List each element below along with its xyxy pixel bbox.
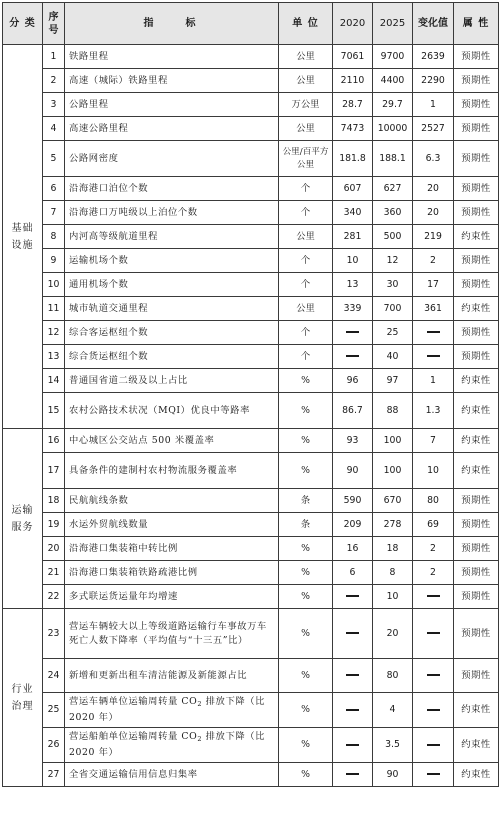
dash-mark: [427, 331, 440, 333]
value-2020: 86.7: [333, 393, 373, 429]
value-2025: 500: [373, 225, 413, 249]
value-2025: 100: [373, 429, 413, 453]
indicator-name: 综合货运枢纽个数: [65, 345, 279, 369]
row-index: 3: [43, 93, 65, 117]
change-value: 69: [413, 513, 454, 537]
change-value: [413, 345, 454, 369]
change-value: 1: [413, 93, 454, 117]
value-2025: 88: [373, 393, 413, 429]
indicator-name: 沿海港口泊位个数: [65, 177, 279, 201]
value-2020: 7061: [333, 45, 373, 69]
unit-cell: 公里: [279, 225, 333, 249]
unit-cell: %: [279, 763, 333, 787]
row-index: 22: [43, 585, 65, 609]
attribute-cell: 预期性: [454, 249, 499, 273]
value-2025: 670: [373, 489, 413, 513]
indicator-name-part: 排放下降（比 2020 年）: [69, 696, 266, 723]
indicator-name: 内河高等级航道里程: [65, 225, 279, 249]
value-2020: 28.7: [333, 93, 373, 117]
indicator-name: 普通国省道二级及以上占比: [65, 369, 279, 393]
attribute-cell: 预期性: [454, 273, 499, 297]
value-2020: 590: [333, 489, 373, 513]
attribute-cell: 预期性: [454, 141, 499, 177]
table-row: [3, 609, 499, 659]
value-2020: 7473: [333, 117, 373, 141]
value-2020: 340: [333, 201, 373, 225]
header-row: [3, 3, 499, 45]
dash-mark: [346, 773, 359, 775]
table-row: [3, 201, 499, 225]
dash-mark: [346, 709, 359, 711]
change-value: [413, 728, 454, 763]
value-2020: 13: [333, 273, 373, 297]
dash-mark: [427, 744, 440, 746]
change-value: 6.3: [413, 141, 454, 177]
indicator-name: 营运车辆较大以上等级道路运输行车事故万车死亡人数下降率（平均值与“十三五”比）: [65, 609, 279, 659]
unit-cell: %: [279, 429, 333, 453]
attribute-cell: 约束性: [454, 393, 499, 429]
unit-cell: %: [279, 585, 333, 609]
row-index: 27: [43, 763, 65, 787]
value-2020: [333, 659, 373, 693]
attribute-cell: 预期性: [454, 537, 499, 561]
attribute-cell: 预期性: [454, 201, 499, 225]
indicator-name: 农村公路技术状况（MQI）优良中等路率: [65, 393, 279, 429]
row-index: 12: [43, 321, 65, 345]
indicator-name-part: 营运车辆单位运输周转量 CO: [69, 696, 198, 707]
table-row: [3, 249, 499, 273]
indicator-name: 中心城区公交站点 500 米覆盖率: [65, 429, 279, 453]
table-row: [3, 429, 499, 453]
value-2025: 25: [373, 321, 413, 345]
unit-cell: %: [279, 659, 333, 693]
indicator-name: 新增和更新出租车清洁能源及新能源占比: [65, 659, 279, 693]
unit-cell: 条: [279, 489, 333, 513]
change-value: 10: [413, 453, 454, 489]
value-2025: 10000: [373, 117, 413, 141]
unit-cell: 个: [279, 177, 333, 201]
value-2020: 281: [333, 225, 373, 249]
row-index: 11: [43, 297, 65, 321]
value-2025: 100: [373, 453, 413, 489]
unit-cell: 个: [279, 201, 333, 225]
indicator-name: 城市轨道交通里程: [65, 297, 279, 321]
attribute-cell: 预期性: [454, 561, 499, 585]
unit-cell: %: [279, 728, 333, 763]
indicator-name: 水运外贸航线数量: [65, 513, 279, 537]
unit-cell: %: [279, 693, 333, 728]
indicator-name: 沿海港口集装箱铁路疏港比例: [65, 561, 279, 585]
unit-cell: %: [279, 393, 333, 429]
table-row: [3, 489, 499, 513]
value-2025: 40: [373, 345, 413, 369]
dash-mark: [427, 674, 440, 676]
value-2020: 607: [333, 177, 373, 201]
change-value: 20: [413, 201, 454, 225]
indicator-name: 多式联运货运量年均增速: [65, 585, 279, 609]
row-index: 17: [43, 453, 65, 489]
attribute-cell: 预期性: [454, 489, 499, 513]
table-row: [3, 393, 499, 429]
header-attribute: 属 性: [454, 3, 499, 45]
row-index: 8: [43, 225, 65, 249]
row-index: 13: [43, 345, 65, 369]
row-index: 21: [43, 561, 65, 585]
value-2025: 4: [373, 693, 413, 728]
change-value: [413, 763, 454, 787]
row-index: 24: [43, 659, 65, 693]
row-index: 4: [43, 117, 65, 141]
dash-mark: [427, 773, 440, 775]
change-value: [413, 585, 454, 609]
unit-cell: %: [279, 561, 333, 585]
value-2025: 80: [373, 659, 413, 693]
row-index: 14: [43, 369, 65, 393]
value-2025: 18: [373, 537, 413, 561]
value-2025: 8: [373, 561, 413, 585]
table-row: [3, 321, 499, 345]
value-2025: 278: [373, 513, 413, 537]
row-index: 6: [43, 177, 65, 201]
unit-cell: 万公里: [279, 93, 333, 117]
attribute-cell: 约束性: [454, 297, 499, 321]
row-index: 18: [43, 489, 65, 513]
row-index: 26: [43, 728, 65, 763]
indicator-name: [65, 693, 279, 728]
unit-cell: %: [279, 609, 333, 659]
table-row: [3, 659, 499, 693]
row-index: 25: [43, 693, 65, 728]
value-2025: 4400: [373, 69, 413, 93]
value-2020: [333, 728, 373, 763]
header-2020: 2020: [333, 3, 373, 45]
category-infrastructure: 基础设施: [3, 45, 43, 429]
value-2025: 10: [373, 585, 413, 609]
row-index: 23: [43, 609, 65, 659]
change-value: [413, 659, 454, 693]
change-value: 2: [413, 537, 454, 561]
change-value: 7: [413, 429, 454, 453]
table-row: [3, 45, 499, 69]
unit-cell: 个: [279, 321, 333, 345]
table-row: [3, 513, 499, 537]
indicator-name: 民航航线条数: [65, 489, 279, 513]
indicator-name: [65, 728, 279, 763]
change-value: 2527: [413, 117, 454, 141]
attribute-cell: 预期性: [454, 93, 499, 117]
value-2025: 3.5: [373, 728, 413, 763]
attribute-cell: 预期性: [454, 69, 499, 93]
value-2020: 181.8: [333, 141, 373, 177]
unit-cell: 条: [279, 513, 333, 537]
value-2025: 12: [373, 249, 413, 273]
attribute-cell: 约束性: [454, 728, 499, 763]
header-indicator: 指 标: [65, 3, 279, 45]
change-value: 17: [413, 273, 454, 297]
dash-mark: [346, 632, 359, 634]
table-body: [3, 45, 499, 787]
value-2025: 20: [373, 609, 413, 659]
change-value: [413, 609, 454, 659]
value-2020: [333, 763, 373, 787]
unit-cell: 公里: [279, 297, 333, 321]
indicator-name: 通用机场个数: [65, 273, 279, 297]
unit-cell: 个: [279, 249, 333, 273]
value-2020: 339: [333, 297, 373, 321]
table-row: [3, 225, 499, 249]
row-index: 16: [43, 429, 65, 453]
table-row: [3, 69, 499, 93]
value-2025: 360: [373, 201, 413, 225]
category-transport-service: 运输服务: [3, 429, 43, 609]
table-row: [3, 93, 499, 117]
table-row: [3, 453, 499, 489]
attribute-cell: 预期性: [454, 659, 499, 693]
value-2020: [333, 585, 373, 609]
row-index: 7: [43, 201, 65, 225]
row-index: 1: [43, 45, 65, 69]
change-value: 2: [413, 561, 454, 585]
unit-cell: %: [279, 453, 333, 489]
attribute-cell: 预期性: [454, 177, 499, 201]
row-index: 10: [43, 273, 65, 297]
attribute-cell: 约束性: [454, 453, 499, 489]
dash-mark: [427, 632, 440, 634]
change-value: [413, 693, 454, 728]
value-2025: 90: [373, 763, 413, 787]
attribute-cell: 预期性: [454, 117, 499, 141]
table-row: [3, 369, 499, 393]
unit-cell: %: [279, 369, 333, 393]
header-2025: 2025: [373, 3, 413, 45]
indicator-name: 高速（城际）铁路里程: [65, 69, 279, 93]
unit-cell: 公里: [279, 45, 333, 69]
indicator-name: 沿海港口万吨级以上泊位个数: [65, 201, 279, 225]
table-row: [3, 297, 499, 321]
indicator-name-part: 营运船舶单位运输周转量 CO: [69, 731, 198, 742]
attribute-cell: 约束性: [454, 369, 499, 393]
dash-mark: [346, 595, 359, 597]
change-value: 80: [413, 489, 454, 513]
unit-cell: 个: [279, 345, 333, 369]
change-value: 219: [413, 225, 454, 249]
change-value: 2639: [413, 45, 454, 69]
dash-mark: [346, 355, 359, 357]
dash-mark: [427, 709, 440, 711]
value-2025: 29.7: [373, 93, 413, 117]
dash-mark: [346, 674, 359, 676]
unit-cell: 公里: [279, 117, 333, 141]
row-index: 5: [43, 141, 65, 177]
value-2020: 209: [333, 513, 373, 537]
change-value: 2290: [413, 69, 454, 93]
table-row: [3, 273, 499, 297]
attribute-cell: 预期性: [454, 609, 499, 659]
table-row: [3, 561, 499, 585]
value-2025: 9700: [373, 45, 413, 69]
attribute-cell: 预期性: [454, 321, 499, 345]
unit-cell: 公里: [279, 69, 333, 93]
unit-cell: 个: [279, 273, 333, 297]
value-2020: 90: [333, 453, 373, 489]
indicator-name: 综合客运枢纽个数: [65, 321, 279, 345]
row-index: 15: [43, 393, 65, 429]
attribute-cell: 约束性: [454, 693, 499, 728]
value-2020: [333, 321, 373, 345]
indicator-name-part: 排放下降（比 2020 年）: [69, 731, 266, 758]
value-2025: 97: [373, 369, 413, 393]
indicator-name: 铁路里程: [65, 45, 279, 69]
value-2020: [333, 345, 373, 369]
change-value: 361: [413, 297, 454, 321]
attribute-cell: 约束性: [454, 763, 499, 787]
value-2020: 10: [333, 249, 373, 273]
dash-mark: [346, 331, 359, 333]
attribute-cell: 约束性: [454, 225, 499, 249]
value-2020: 96: [333, 369, 373, 393]
header-unit: 单 位: [279, 3, 333, 45]
indicator-name: 公路网密度: [65, 141, 279, 177]
indicator-table: [2, 2, 499, 787]
row-index: 19: [43, 513, 65, 537]
indicator-name-subscript: 2: [197, 735, 203, 743]
attribute-cell: 预期性: [454, 45, 499, 69]
indicator-name: 高速公路里程: [65, 117, 279, 141]
table-row: [3, 763, 499, 787]
value-2025: 188.1: [373, 141, 413, 177]
value-2025: 627: [373, 177, 413, 201]
row-index: 9: [43, 249, 65, 273]
attribute-cell: 预期性: [454, 585, 499, 609]
table-row: [3, 728, 499, 763]
indicator-name: 公路里程: [65, 93, 279, 117]
attribute-cell: 预期性: [454, 345, 499, 369]
dash-mark: [427, 355, 440, 357]
change-value: 1.3: [413, 393, 454, 429]
indicator-name: 运输机场个数: [65, 249, 279, 273]
category-governance: 行业治理: [3, 609, 43, 787]
table-row: [3, 117, 499, 141]
change-value: 2: [413, 249, 454, 273]
dash-mark: [346, 744, 359, 746]
indicator-name: 具备条件的建制村农村物流服务覆盖率: [65, 453, 279, 489]
value-2025: 700: [373, 297, 413, 321]
table-row: [3, 141, 499, 177]
attribute-cell: 约束性: [454, 429, 499, 453]
table-row: [3, 345, 499, 369]
indicator-name: 全省交通运输信用信息归集率: [65, 763, 279, 787]
value-2020: 2110: [333, 69, 373, 93]
value-2020: [333, 609, 373, 659]
indicator-name-subscript: 2: [197, 700, 203, 708]
unit-cell: %: [279, 537, 333, 561]
value-2020: 93: [333, 429, 373, 453]
dash-mark: [427, 595, 440, 597]
attribute-cell: 预期性: [454, 513, 499, 537]
change-value: [413, 321, 454, 345]
change-value: 1: [413, 369, 454, 393]
table-row: [3, 585, 499, 609]
header-change: 变化值: [413, 3, 454, 45]
change-value: 20: [413, 177, 454, 201]
table-row: [3, 537, 499, 561]
indicator-name: 沿海港口集装箱中转比例: [65, 537, 279, 561]
table-row: [3, 693, 499, 728]
row-index: 20: [43, 537, 65, 561]
value-2020: 6: [333, 561, 373, 585]
header-index: 序号: [43, 3, 65, 45]
table-row: [3, 177, 499, 201]
header-category: 分 类: [3, 3, 43, 45]
value-2020: 16: [333, 537, 373, 561]
unit-cell: 公里/百平方公里: [279, 141, 333, 177]
value-2020: [333, 693, 373, 728]
row-index: 2: [43, 69, 65, 93]
value-2025: 30: [373, 273, 413, 297]
